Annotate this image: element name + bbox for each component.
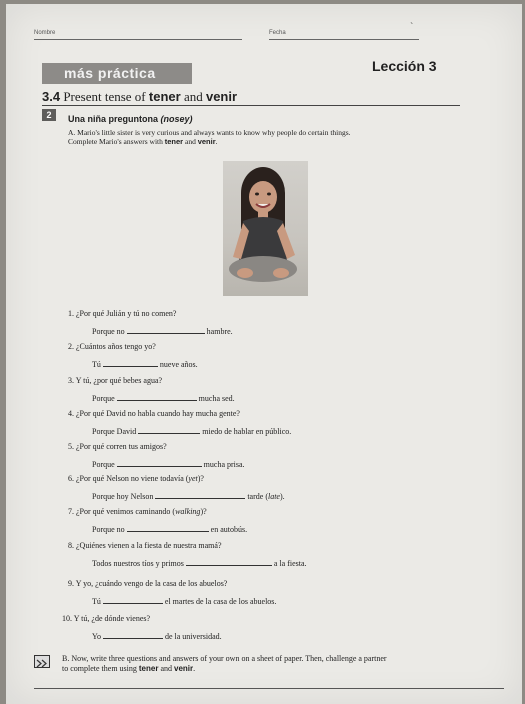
section-title-venir: venir (205, 89, 238, 104)
section-title-and: and (180, 89, 206, 104)
item-question-text: ¿Por qué venimos caminando (walking)? (76, 507, 207, 516)
item-answer (92, 595, 276, 606)
part-b-and: and (158, 664, 174, 673)
item-question (68, 409, 240, 418)
item-question (68, 309, 176, 318)
item-question (68, 474, 204, 483)
leccion-title: Lección 3 (372, 58, 437, 74)
item-number: 6. (68, 474, 76, 483)
mas-practica-banner: más práctica (42, 63, 192, 84)
answer-blank[interactable] (117, 458, 202, 467)
item-question-text: Y tú, ¿de dónde vienes? (73, 614, 151, 623)
answer-prefix: Porque no (92, 525, 127, 534)
answer-prefix: Tú (92, 597, 103, 606)
answer-suffix: nueve años. (157, 360, 198, 369)
item-question-text: ¿Por qué Julián y tú no comen? (76, 309, 177, 318)
answer-prefix: Porque (92, 394, 117, 403)
answer-suffix: mucha sed. (196, 394, 235, 403)
answer-suffix: miedo de hablar en público. (200, 427, 292, 436)
item-number: 8. (68, 541, 76, 550)
answer-suffix: el martes de la casa de los abuelos. (162, 597, 277, 606)
item-answer (92, 325, 233, 336)
part-b-tener: tener (138, 664, 159, 673)
section-title-tener: tener (148, 89, 181, 104)
instruction-venir: venir (197, 137, 216, 146)
item-answer (92, 490, 285, 501)
answer-blank[interactable] (103, 630, 163, 639)
answer-prefix: Yo (92, 632, 103, 641)
item-number: 1. (68, 309, 76, 318)
item-number: 9. (68, 579, 76, 588)
item-answer (92, 425, 291, 436)
answer-suffix: en autobús. (208, 525, 248, 534)
answer-blank[interactable] (117, 392, 197, 401)
answer-prefix: Porque David (92, 427, 139, 436)
item-number: 7. (68, 507, 76, 516)
item-number: 4. (68, 409, 76, 418)
item-answer (92, 392, 235, 403)
fecha-label: Fecha (269, 30, 286, 36)
activity-title (68, 114, 193, 124)
item-number: 5. (68, 442, 76, 451)
part-b-venir: venir (174, 664, 194, 673)
item-question-text: ¿Quiénes vienen a la fiesta de nuestra mamá? (76, 541, 222, 550)
activity-title-paren: (nosey) (160, 114, 193, 124)
activity-instruction (68, 128, 448, 146)
item-number: 3. (68, 376, 76, 385)
answer-prefix: Porque hoy Nelson (92, 492, 156, 501)
instruction-line2-pre: Complete Mario's answers with (68, 137, 165, 146)
section-title (42, 89, 237, 105)
answer-blank[interactable] (127, 523, 209, 532)
answer-suffix: tarde (late). (245, 492, 285, 501)
item-answer (92, 630, 222, 641)
instruction-line2 (68, 137, 448, 146)
answer-prefix: Porque (92, 460, 117, 469)
item-answer (92, 557, 307, 568)
nombre-label: Nombre (34, 30, 56, 36)
girl-photo (223, 161, 308, 296)
instruction-and: and (183, 137, 198, 146)
answer-blank[interactable] (103, 358, 158, 367)
answer-blank[interactable] (127, 325, 205, 334)
pair-activity-icon (34, 655, 50, 668)
section-title-plain: Present tense of (63, 89, 149, 104)
fecha-line (269, 39, 419, 40)
answer-suffix: hambre. (204, 327, 233, 336)
item-number: 2. (68, 342, 76, 351)
answer-suffix: mucha prisa. (201, 460, 245, 469)
item-question-text: ¿Por qué Nelson no viene todavía (yet)? (76, 474, 204, 483)
answer-prefix: Tú (92, 360, 103, 369)
item-answer (92, 523, 247, 534)
answer-prefix: Porque no (92, 327, 127, 336)
answer-blank[interactable] (155, 490, 245, 499)
bottom-rule (34, 688, 504, 689)
part-b-line1: B. Now, write three questions and answers of your own on a sheet of paper. Then, challenge a partner (62, 654, 387, 663)
answer-blank[interactable] (103, 595, 163, 604)
section-rule (42, 105, 460, 106)
item-question (68, 376, 162, 385)
part-b-instruction (62, 654, 482, 674)
worksheet-page (6, 4, 522, 704)
nombre-line (34, 39, 242, 40)
pen-mark: ˋ (410, 22, 414, 33)
instruction-end: . (215, 137, 218, 146)
item-question (68, 442, 167, 451)
item-question-text: ¿Por qué David no habla cuando hay mucha gente? (76, 409, 240, 418)
part-b-line2 (62, 664, 482, 674)
item-answer (92, 358, 198, 369)
item-question-text: Y tú, ¿por qué bebes agua? (75, 376, 163, 385)
section-number: 3.4 (42, 89, 61, 104)
instruction-tener: tener (164, 137, 184, 146)
instruction-line1: A. Mario's little sister is very curious and always wants to know why people do certain things. (68, 128, 351, 137)
item-question-text: ¿Cuántos años tengo yo? (76, 342, 156, 351)
item-question (68, 342, 156, 351)
activity-number-badge: 2 (42, 109, 56, 121)
answer-prefix: Todos nuestros tíos y primos (92, 559, 186, 568)
item-question (68, 579, 227, 588)
part-b-end: . (193, 664, 196, 673)
activity-title-main: Una niña preguntona (68, 114, 158, 124)
item-number: 10. (62, 614, 74, 623)
girl-illustration (223, 161, 308, 296)
item-question (68, 507, 207, 516)
item-question (62, 614, 150, 623)
item-question (68, 541, 222, 550)
item-question-text: ¿Por qué corren tus amigos? (76, 442, 167, 451)
answer-blank[interactable] (186, 557, 272, 566)
item-answer (92, 458, 245, 469)
item-question-text: Y yo, ¿cuándo vengo de la casa de los abuelos? (75, 579, 228, 588)
answer-blank[interactable] (138, 425, 200, 434)
answer-suffix: de la universidad. (162, 632, 222, 641)
answer-suffix: a la fiesta. (271, 559, 307, 568)
part-b-line2-pre: to complete them using (62, 664, 139, 673)
